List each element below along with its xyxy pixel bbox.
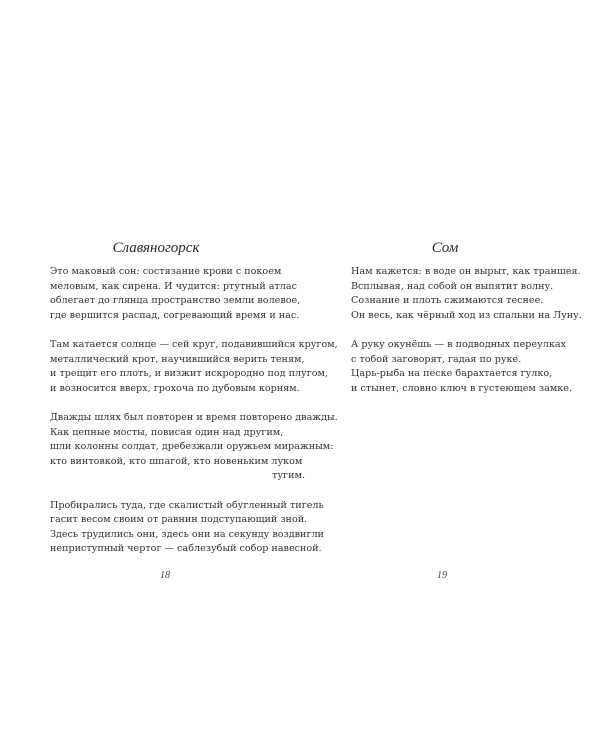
- poem-line: меловым, как сирена. И чудится: ртутный атлас: [50, 280, 297, 292]
- poem-title: Славяногорск: [112, 240, 200, 256]
- poem-line: кто винтовкой, кто шпагой, кто новеньким луком: [50, 455, 303, 467]
- poem-line: Это маковый сон: состязание крови с покоем: [50, 266, 282, 277]
- poem-line: и стынет, словно ключ в густеющем замке.: [351, 382, 573, 394]
- stanza: [50, 411, 338, 484]
- poem-line: с тобой заговорят, гадая по руке.: [351, 353, 522, 365]
- poem-line: шли колонны солдат, дребезжали оружьем миражным:: [50, 441, 334, 453]
- poem-line: Дважды шлях был повторен и время повторено дважды.: [50, 411, 338, 423]
- stanza: [351, 338, 591, 396]
- stanza: [50, 499, 324, 557]
- poem-line: металлический крот, научившийся верить теням,: [50, 353, 305, 365]
- poem-line: А руку окунёшь — в подводных переулках: [351, 338, 566, 350]
- poem-line: Как цепные мосты, повисая один над другим,: [50, 426, 284, 438]
- poem-line: Он весь, как чёрный ход из спальни на Луну.: [351, 309, 582, 321]
- poem-line-overflow: тугим.: [272, 470, 305, 482]
- poem-line: Всплывая, над собой он выпятит волну.: [351, 280, 554, 292]
- poem-line: где вершится распад, согревающий время и нас.: [50, 309, 300, 321]
- poem-line: Нам кажется: в воде он вырыт, как траншея.: [351, 266, 581, 277]
- poem-line: облегает до глянца пространство земли волевое,: [50, 295, 301, 307]
- poem-line: гасит весом своим от равнин подступающий зной.: [50, 514, 308, 526]
- poem-body: [351, 265, 591, 411]
- poem-line: Пробирались туда, где скалистый обугленный тигель: [50, 499, 324, 511]
- poem-line: Сознание и плоть сжимаются теснее.: [351, 295, 544, 307]
- poem-line: неприступный чертог — саблезубый собор навесной.: [50, 543, 322, 555]
- poem-title: Сом: [431, 240, 459, 256]
- right-page: [300, 0, 600, 750]
- page-number: 19: [437, 570, 447, 581]
- stanza: [351, 265, 591, 323]
- poem-line: Там катается солнце — сей круг, подавившийся кругом,: [50, 338, 338, 350]
- poem-body: [50, 265, 338, 571]
- poem-line: Царь-рыба на песке барахтается гулко,: [351, 368, 553, 380]
- poem-line: и трещит его плоть, и визжит искрородно под плугом,: [50, 368, 329, 380]
- stanza: [50, 338, 338, 396]
- poem-line: Здесь трудились они, здесь они на секунду воздвигли: [50, 528, 324, 540]
- poem-line: и возносится вверх, грохоча по дубовым корням.: [50, 382, 300, 394]
- stanza: [50, 265, 310, 323]
- page-number: 18: [160, 570, 170, 581]
